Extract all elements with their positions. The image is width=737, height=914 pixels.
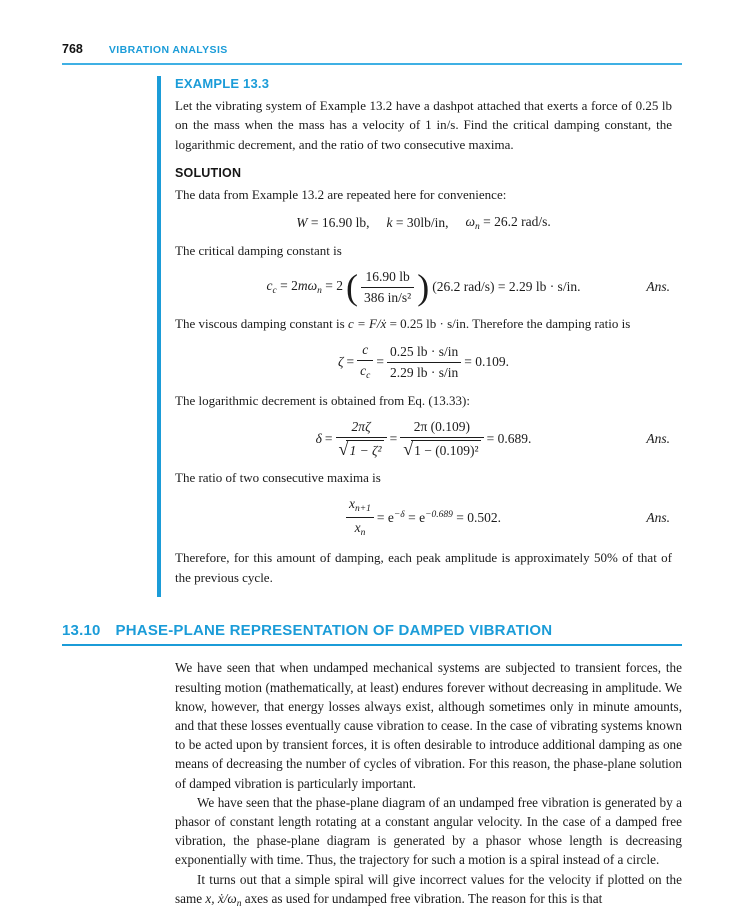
equation-critical-damping [175, 266, 672, 307]
delta-symbol: δ [315, 431, 322, 447]
given-w: W = 16.90 lb, [296, 214, 370, 230]
delta-fraction-numeric: 2π (0.109) √ 1 − (0.109)² [400, 419, 483, 459]
answer-label: Ans. [646, 431, 670, 447]
example-title: EXAMPLE 13.3 [175, 76, 270, 91]
paragraph-1: We have seen that when undamped mechanical systems are subjected to transient forces, the resulting motion (mathematically, at least) endures forever without decreasing in amplitude. We know, however, that energy losses always exist, although sometimes only in minute amounts, and that these losses eventually cause vibration to cease. In the case of vibrating systems known to be acted upon by transient forces, it is often desirable to introduce additional damping as one means of decreasing the number of cycles of vibration. For this reason, the phase-plane solution of damped vibration is particularly important. [175, 660, 682, 791]
section-heading [62, 622, 682, 646]
given-k: k = 30lb/in, [386, 214, 449, 230]
section-body [175, 658, 682, 914]
delta-result: = 0.689. [486, 431, 532, 447]
equals-sign: = [324, 431, 333, 447]
ratio-rhs: = $e^{-\delta} = e^{-0.689} = 0.502$. [376, 509, 501, 525]
equation-given-data [175, 214, 672, 232]
example-intro: Let the vibrating system of Example 13.2 have a dashpot attached that exerts a force of 0.25 lb on the mass when the mass has a velocity of 1 in/s. Find the critical damping constant, the logarithmic decrement, and the ratio of two consecutive maxima. [175, 98, 672, 152]
cc-lhs: $c_c = 2m\omega_n = 2$ [266, 278, 344, 297]
equals-sign: = [376, 354, 384, 370]
example-block [157, 76, 672, 597]
page-header [62, 42, 682, 65]
page-number: 768 [62, 42, 83, 56]
delta-fraction-symbolic: 2πζ √ 1 − ζ² [336, 419, 387, 459]
zeta-fraction-symbolic: $\frac{c}{c_c}$ [357, 342, 373, 381]
equation-amplitude-ratio [175, 496, 672, 539]
critical-intro: The critical damping constant is [175, 242, 342, 258]
section-title: PHASE-PLANE REPRESENTATION OF DAMPED VIBRATION [115, 621, 553, 639]
equals-sign: = [389, 431, 398, 447]
close-paren: ) [417, 266, 430, 307]
radical-icon: √ [403, 439, 414, 460]
solution-heading: SOLUTION [175, 166, 242, 181]
radical-icon: √ [338, 439, 349, 460]
ratio-intro: The ratio of two consecutive maxima is [175, 469, 381, 485]
equals-sign: = [346, 354, 355, 370]
section-13-10 [62, 622, 682, 914]
log-intro: The logarithmic decrement is obtained from Eq. (13.33): [175, 392, 470, 408]
equation-log-decrement [175, 419, 672, 459]
zeta-fraction-numeric: $\frac{0.25 lb \cdot s/in}{2.29 lb \cdot s/in}$ [387, 344, 461, 380]
equation-damping-ratio [175, 342, 672, 381]
zeta-result: = 0.109. [464, 354, 509, 370]
answer-label: Ans. [646, 279, 670, 295]
ratio-fraction: $\frac{x_{n+1}}{x_n}$ [346, 496, 374, 539]
zeta-symbol: ζ [338, 354, 344, 370]
cc-rhs: (26.2 rad/s) = 2.29 lb · s/in. [432, 279, 581, 295]
cc-fraction: $\frac{16.90 lb}{\text{386 in/s²}}$ [361, 269, 414, 305]
answer-label: Ans. [646, 509, 670, 525]
paragraph-2: We have seen that the phase-plane diagram of an undamped free vibration is generated by a phasor of constant length rotating at a constant angular velocity. In the case of a damped free vibration, the phase-plane diagram is generated by a phasor whose length is decreasing exponentially with time. Thus, the trajectory for such a motion is a spiral instead of a circle. [175, 794, 682, 868]
data-intro: The data from Example 13.2 are repeated here for convenience: [175, 187, 507, 203]
running-title: VIBRATION ANALYSIS [108, 44, 228, 56]
given-omega: $\omega_n = 26.2$ rad/s. [465, 213, 551, 232]
open-paren: ( [346, 266, 359, 307]
conclusion-text: Therefore, for this amount of damping, each peak amplitude is approximately 50% of that of the previous cycle. [175, 550, 672, 585]
section-number: 13.10 [62, 621, 101, 639]
viscous-line: The viscous damping constant is c = F/ẋ = 0.25 lb · s/in. Therefore the damping ratio is [175, 316, 631, 332]
paragraph-3: It turns out that a simple spiral will give incorrect values for the velocity if plotted on the same x, $ẋ/\omega_n$ axes as used for undamped free vibration. The reason for this is that [175, 871, 682, 909]
